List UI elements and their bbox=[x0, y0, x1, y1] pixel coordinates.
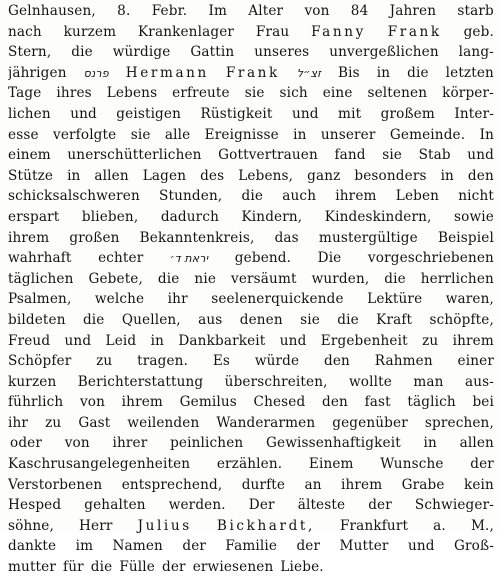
word: körper- bbox=[442, 85, 494, 102]
word: Ergebenheit bbox=[320, 332, 408, 349]
word: Kaschrusangelegenheiten bbox=[8, 456, 191, 473]
word: Gemilus bbox=[179, 394, 237, 411]
word: der bbox=[470, 456, 494, 473]
word: Gewissenhaftigkeit bbox=[265, 435, 401, 452]
hebrew-word: פרנס bbox=[83, 66, 109, 80]
word: großem bbox=[380, 105, 435, 122]
text-line bbox=[8, 104, 494, 125]
word: jährigen bbox=[8, 64, 67, 81]
word: Febr. bbox=[151, 3, 188, 19]
word: für bbox=[63, 559, 84, 576]
word: in bbox=[423, 435, 437, 452]
word: M., bbox=[470, 517, 494, 534]
word: Berichterstattung bbox=[77, 373, 204, 390]
text-line bbox=[8, 83, 494, 104]
text-line bbox=[8, 475, 494, 496]
word: Einem bbox=[308, 456, 354, 473]
word: in bbox=[67, 167, 81, 184]
word: ihrer bbox=[112, 435, 148, 452]
word: in bbox=[376, 64, 391, 81]
text-line bbox=[8, 1, 494, 22]
word: auch bbox=[282, 188, 317, 205]
word: kein bbox=[463, 476, 494, 493]
word: bildeten bbox=[8, 311, 66, 328]
word: führlich bbox=[8, 394, 64, 411]
spaced-name: Frank bbox=[225, 64, 280, 81]
word: Die bbox=[317, 250, 342, 267]
word: Gast bbox=[78, 414, 111, 431]
word: überschreiten, bbox=[224, 373, 328, 390]
word: einer bbox=[457, 353, 494, 370]
word: Schwieger- bbox=[414, 497, 494, 514]
word: der bbox=[162, 559, 186, 576]
word: im bbox=[75, 538, 94, 555]
word: Lebens bbox=[106, 85, 158, 102]
word: herrlichen bbox=[420, 270, 494, 287]
word: Mutter bbox=[339, 538, 389, 555]
word: die bbox=[90, 559, 113, 576]
word: Stunden, bbox=[159, 188, 223, 205]
word: in bbox=[440, 167, 454, 184]
text-line bbox=[8, 413, 494, 434]
word: täglichen bbox=[8, 270, 74, 287]
spaced-name: Frank bbox=[387, 23, 442, 40]
word: denen bbox=[239, 311, 283, 328]
word: nach bbox=[8, 23, 42, 40]
word: tragen. bbox=[137, 353, 189, 370]
word: Liebe. bbox=[280, 559, 324, 576]
word: würde bbox=[254, 353, 300, 370]
word: Rahmen bbox=[374, 353, 433, 370]
word: unvergeßlichen bbox=[329, 44, 439, 61]
word: man bbox=[413, 373, 444, 390]
word: weilenden bbox=[127, 414, 200, 431]
word: Leben bbox=[395, 188, 440, 205]
word: der bbox=[296, 538, 321, 555]
word: Ereignisse bbox=[204, 126, 279, 143]
text-line bbox=[8, 372, 494, 393]
word: 8. bbox=[117, 3, 131, 19]
word: starb bbox=[457, 3, 494, 19]
word: ihrem bbox=[452, 332, 494, 349]
word: Verstorbenen bbox=[8, 476, 103, 493]
word: Schöpfer bbox=[8, 353, 72, 370]
word: wahrhaft bbox=[8, 250, 72, 267]
word: sie bbox=[300, 311, 320, 328]
text-line bbox=[8, 166, 494, 187]
word: schicksalschweren bbox=[8, 188, 140, 205]
spaced-name: Hermann bbox=[125, 64, 209, 81]
text-line bbox=[8, 536, 494, 557]
word: werden. bbox=[168, 497, 226, 514]
word: Gottvertrauen bbox=[218, 147, 318, 164]
word: sie bbox=[130, 126, 151, 143]
word: gegenüber bbox=[332, 414, 408, 431]
word: das bbox=[274, 229, 299, 246]
word: Beispiel bbox=[437, 229, 494, 246]
word: und bbox=[407, 538, 435, 555]
word: mutter bbox=[8, 559, 57, 576]
word: schöpfte, bbox=[429, 311, 494, 328]
word: und bbox=[70, 105, 97, 122]
word: die bbox=[337, 311, 359, 328]
word: esse bbox=[8, 126, 39, 143]
word: Inter- bbox=[454, 105, 494, 122]
word: fast bbox=[364, 394, 391, 411]
word: söhne, bbox=[8, 517, 54, 534]
text-line bbox=[8, 207, 494, 228]
word: vorgeschriebenen bbox=[367, 250, 494, 267]
word: kurzem bbox=[63, 23, 117, 40]
hebrew-word: יראת ד׳ bbox=[169, 252, 209, 266]
word: wurden, bbox=[311, 270, 370, 287]
word: die bbox=[407, 64, 429, 81]
word: a. bbox=[433, 517, 446, 534]
word: ihrem bbox=[8, 229, 50, 246]
word: Gebete, bbox=[88, 270, 143, 287]
article-place: Gelnhausen, bbox=[8, 3, 96, 19]
text-line bbox=[8, 125, 494, 146]
word: versäumt bbox=[230, 270, 297, 287]
word: allen bbox=[94, 167, 129, 184]
word: Hesped bbox=[8, 497, 62, 514]
word: einem bbox=[8, 147, 51, 164]
text-line bbox=[8, 351, 494, 372]
word: Groß- bbox=[454, 538, 494, 555]
word: Lebens, bbox=[238, 167, 294, 184]
word: eine bbox=[322, 85, 353, 102]
word: oder bbox=[10, 435, 43, 452]
word: erwiesenen bbox=[192, 559, 274, 576]
word: von bbox=[79, 394, 106, 411]
text-line bbox=[8, 228, 494, 249]
word: bei bbox=[472, 394, 494, 411]
word: letzten bbox=[445, 64, 494, 81]
text-line bbox=[8, 433, 494, 454]
word: Wunsche bbox=[380, 456, 444, 473]
word: in bbox=[150, 332, 165, 349]
word: mustergültige bbox=[318, 229, 418, 246]
text-line bbox=[8, 269, 494, 290]
word: peinlichen bbox=[170, 435, 244, 452]
text-line bbox=[8, 145, 494, 166]
hebrew-word: זצ״ל bbox=[296, 66, 322, 80]
word: Frankfurt bbox=[339, 517, 409, 534]
word: mit bbox=[338, 105, 362, 122]
word: die bbox=[241, 188, 264, 205]
word: an bbox=[304, 476, 322, 493]
word: nie bbox=[194, 270, 217, 287]
word: ihrem bbox=[335, 188, 377, 205]
word: erspart bbox=[8, 208, 60, 225]
word: Kindern, bbox=[241, 208, 303, 225]
word: zu bbox=[422, 332, 439, 349]
word: blieben, bbox=[81, 208, 139, 225]
word: Dankbarkeit bbox=[178, 332, 266, 349]
word: Krankenlager bbox=[137, 23, 235, 40]
word: ganz bbox=[307, 167, 341, 184]
word: Rüstigkeit bbox=[200, 105, 273, 122]
text-line bbox=[8, 557, 494, 578]
word: fand bbox=[334, 147, 366, 164]
word: Fülle bbox=[119, 559, 155, 576]
word: geistigen bbox=[116, 105, 182, 122]
word: unserer bbox=[320, 126, 376, 143]
word: sowie bbox=[454, 208, 494, 225]
word: ihres bbox=[56, 85, 92, 102]
word: unseres bbox=[254, 44, 310, 61]
word: den bbox=[322, 394, 348, 411]
word: unerschütterlichen bbox=[67, 147, 202, 164]
word: entsprechend, bbox=[121, 476, 223, 493]
text-line bbox=[8, 516, 494, 537]
word: die bbox=[384, 270, 406, 287]
word: und bbox=[64, 332, 92, 349]
word: Stern, bbox=[8, 44, 52, 61]
word: aus bbox=[198, 311, 223, 328]
word: die bbox=[157, 270, 180, 287]
word: lichen bbox=[8, 105, 51, 122]
word: Bis bbox=[338, 64, 360, 81]
word: die bbox=[71, 44, 93, 61]
word: und bbox=[279, 332, 307, 349]
word: zu bbox=[96, 353, 113, 370]
word: seltenen bbox=[367, 85, 428, 102]
text-line bbox=[8, 392, 494, 413]
word: erfreute bbox=[172, 85, 230, 102]
word: täglich bbox=[407, 394, 456, 411]
word: Quellen, bbox=[121, 311, 181, 328]
text-line bbox=[8, 22, 494, 43]
word: Wanderarmen bbox=[216, 414, 316, 431]
word: Alter bbox=[248, 3, 284, 19]
word: welche bbox=[94, 291, 145, 308]
text-line bbox=[8, 63, 494, 84]
word: geb. bbox=[463, 23, 494, 40]
word: Bekanntenkreis, bbox=[139, 229, 255, 246]
word: Lektüre bbox=[367, 291, 423, 308]
word: von bbox=[64, 435, 90, 452]
word: Kraft bbox=[376, 311, 413, 328]
word: besonders bbox=[354, 167, 427, 184]
spaced-name: Julius bbox=[137, 517, 192, 534]
word: ihr bbox=[8, 414, 29, 431]
word: gebend. bbox=[234, 250, 292, 267]
word: der bbox=[368, 497, 392, 514]
word: in bbox=[293, 126, 307, 143]
spaced-name: Bickhardt, bbox=[216, 517, 315, 534]
word: sprechen, bbox=[424, 414, 494, 431]
word: die bbox=[82, 311, 105, 328]
word: Tage bbox=[8, 85, 42, 102]
word: allen bbox=[459, 435, 494, 452]
word: Jahren bbox=[389, 3, 437, 19]
text-line bbox=[8, 186, 494, 207]
word: würdige bbox=[112, 44, 171, 61]
word: gehalten bbox=[84, 497, 146, 514]
word: und bbox=[467, 147, 494, 164]
word: Stab bbox=[418, 147, 451, 164]
word: seelenerquickende bbox=[211, 291, 344, 308]
text-line bbox=[8, 331, 494, 352]
word: Familie bbox=[225, 538, 278, 555]
word: ihr bbox=[167, 291, 188, 308]
word: durfte bbox=[241, 476, 286, 493]
word: den bbox=[324, 353, 350, 370]
word: Gemeinde. bbox=[389, 126, 466, 143]
text-line bbox=[8, 42, 494, 63]
word: dankte bbox=[8, 538, 57, 555]
word: zu bbox=[45, 414, 62, 431]
word: Herr bbox=[79, 517, 113, 534]
word: ihrem bbox=[121, 394, 163, 411]
word: sich bbox=[279, 85, 308, 102]
word: Der bbox=[248, 497, 275, 514]
text-line bbox=[8, 310, 494, 331]
word: Namen bbox=[112, 538, 163, 555]
word: Es bbox=[212, 353, 231, 370]
word: Stütze bbox=[8, 167, 54, 184]
word: Chesed bbox=[253, 394, 306, 411]
word: großen bbox=[69, 229, 120, 246]
word: Grabe bbox=[401, 476, 445, 493]
word: des bbox=[200, 167, 225, 184]
word: den bbox=[467, 167, 494, 184]
text-line bbox=[8, 289, 494, 310]
word: Im bbox=[208, 3, 228, 19]
word: lang- bbox=[458, 44, 494, 61]
word: wollte bbox=[349, 373, 392, 390]
word: von bbox=[304, 3, 330, 19]
word: echter bbox=[98, 250, 144, 267]
word: erzählen. bbox=[216, 456, 283, 473]
word: Freud bbox=[8, 332, 51, 349]
word: waren, bbox=[445, 291, 494, 308]
word: Psalmen, bbox=[8, 291, 72, 308]
word: sie bbox=[244, 85, 265, 102]
text-line bbox=[8, 248, 494, 269]
word: kurzen bbox=[8, 373, 57, 390]
word: nicht bbox=[458, 188, 494, 205]
word: sie bbox=[382, 147, 403, 164]
word: dadurch bbox=[160, 208, 219, 225]
word: In bbox=[479, 126, 494, 143]
word: verfolgte bbox=[53, 126, 117, 143]
word: Lagen bbox=[142, 167, 187, 184]
word: Gattin bbox=[190, 44, 235, 61]
word: älteste bbox=[297, 497, 346, 514]
word: und bbox=[291, 105, 319, 122]
text-line bbox=[8, 454, 494, 475]
word: alle bbox=[164, 126, 191, 143]
spaced-name: Fanny bbox=[311, 23, 366, 40]
word: ihrem bbox=[340, 476, 383, 493]
word: Leid bbox=[105, 332, 137, 349]
text-line bbox=[8, 495, 494, 516]
word: der bbox=[182, 538, 207, 555]
word: Frau bbox=[255, 23, 290, 40]
word: 84 bbox=[350, 3, 369, 19]
word: Kindeskindern, bbox=[324, 208, 432, 225]
word: aus- bbox=[464, 373, 494, 390]
